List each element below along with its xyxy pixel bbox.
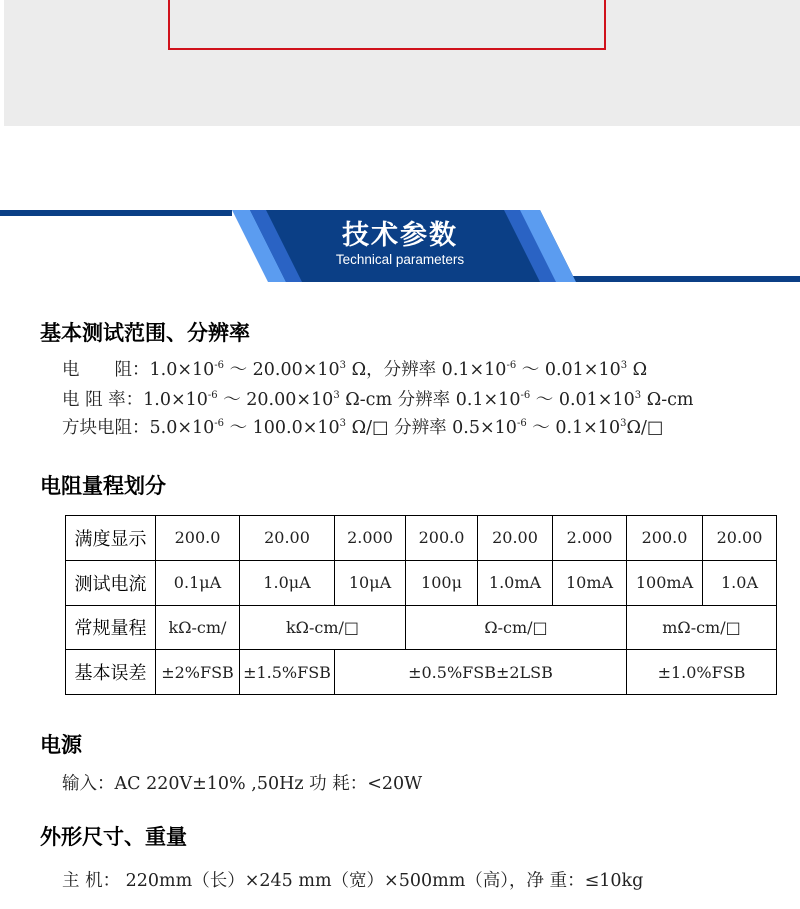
table-cell: 10μA <box>335 560 406 605</box>
table-cell: 100mA <box>627 560 703 605</box>
table-cell: 200.0 <box>627 516 703 561</box>
table-header-cell: 测试电流 <box>66 560 156 605</box>
table-cell: 100μ <box>406 560 478 605</box>
table-row <box>66 560 777 605</box>
table-row <box>66 605 777 650</box>
table-cell: mΩ-cm/□ <box>627 605 777 650</box>
range-table <box>65 515 777 695</box>
table-cell: kΩ-cm/ <box>156 605 240 650</box>
spec-line-resistivity: 电 阻 率：$1.0\times 10^{-6}$ ～ $20.00\times 10^3$ Ω-cm 分辨率 $0.1\times 10^{-6}$ ～ $0.01\times 10^3$ Ω-cm <box>62 390 694 410</box>
table-cell: Ω-cm/□ <box>406 605 627 650</box>
section-title-power: 电源 <box>40 733 82 757</box>
table-cell: 1.0A <box>703 560 777 605</box>
table-header-cell: 基本误差 <box>66 650 156 695</box>
table-cell: ±1.5%FSB <box>240 650 335 695</box>
table-cell: 1.0μA <box>240 560 335 605</box>
table-cell: 0.1μA <box>156 560 240 605</box>
spec-line-sheet-resistance: 方块电阻：$5.0\times 10^{-6}$ ～ $100.0\times 10^3$ Ω/□ 分辨率 $0.5\times 10^{-6}$ ～ $0.1\times 10^3\Omega/□$ <box>62 418 664 438</box>
banner-subtitle: Technical parameters <box>335 252 465 267</box>
table-cell: 2.000 <box>553 516 627 561</box>
banner-right-rule <box>568 276 800 282</box>
table-cell: ±2%FSB <box>156 650 240 695</box>
table-cell: 200.0 <box>406 516 478 561</box>
table-cell: 1.0mA <box>478 560 553 605</box>
dimensions-line: 主 机： 220mm（长）×245 mm（宽）×500mm（高），净 重：≤10kg <box>62 871 644 891</box>
section-title-range-division: 电阻量程划分 <box>40 474 166 498</box>
power-line: 输入：AC 220V±10% ,50Hz 功 耗：<20W <box>62 774 423 794</box>
table-cell: 2.000 <box>335 516 406 561</box>
section-title-range: 基本测试范围、分辨率 <box>40 321 250 345</box>
table-cell: kΩ-cm/□ <box>240 605 406 650</box>
spec-line-resistance: 电 阻：$1.0\times 10^{-6}$ ～ $20.00\times 10^3$ Ω，分辨率 $0.1\times 10^{-6}$ ～ $0.01\times 10^3$ Ω <box>62 360 648 380</box>
table-row <box>66 516 777 561</box>
red-outline-box <box>168 0 606 50</box>
table-cell: 20.00 <box>478 516 553 561</box>
table-row <box>66 650 777 695</box>
banner-title: 技术参数 <box>342 220 458 251</box>
table-header-cell: 满度显示 <box>66 516 156 561</box>
section-title-dimensions: 外形尺寸、重量 <box>40 825 187 849</box>
table-cell: ±1.0%FSB <box>627 650 777 695</box>
table-cell: 20.00 <box>240 516 335 561</box>
table-cell: 10mA <box>553 560 627 605</box>
table-cell: ±0.5%FSB±2LSB <box>335 650 627 695</box>
table-cell: 20.00 <box>703 516 777 561</box>
table-cell: 200.0 <box>156 516 240 561</box>
table-header-cell: 常规量程 <box>66 605 156 650</box>
